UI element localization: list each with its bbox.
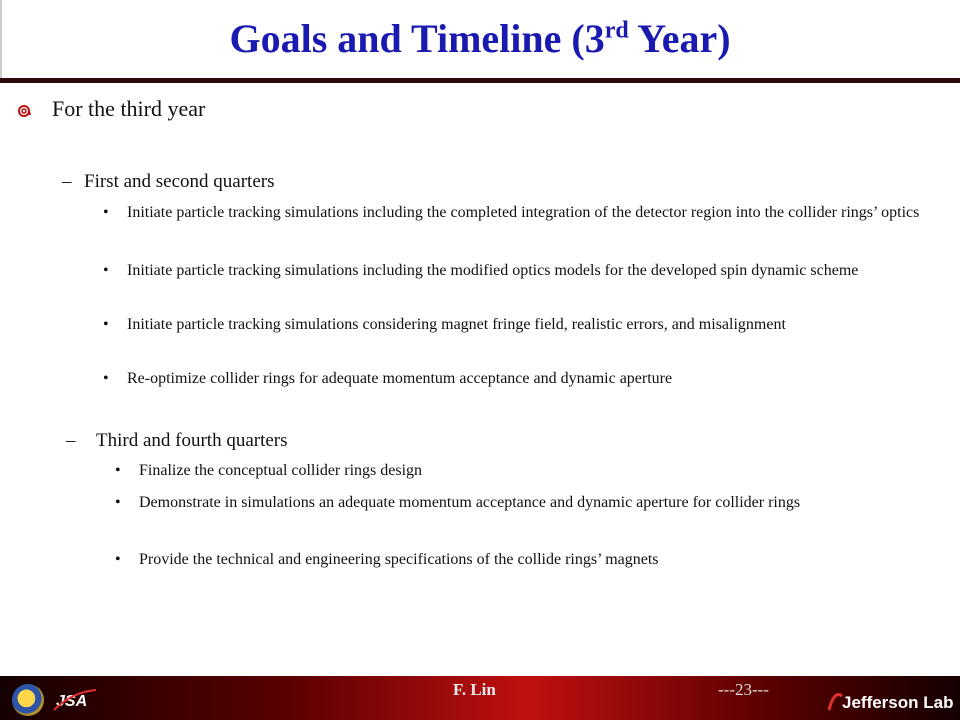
intro-text: For the third year: [52, 96, 206, 121]
title-main: Goals and Timeline (3: [229, 16, 605, 61]
list-item-text: Re-optimize collider rings for adequate momentum acceptance and dynamic aperture: [127, 370, 673, 387]
footer-author: F. Lin: [453, 680, 496, 699]
doe-seal-icon: [12, 684, 44, 716]
bullet-dot: •: [103, 262, 109, 279]
list-item: [103, 201, 937, 225]
bullet-dot: •: [115, 494, 121, 511]
title-superscript: rd: [604, 17, 629, 44]
jefferson-lab-logo: [826, 686, 954, 716]
jsa-logo: [52, 684, 98, 714]
bullet-dot: •: [115, 462, 121, 479]
swirl-bullet-icon: [17, 104, 31, 118]
bullet-dot: •: [103, 370, 109, 387]
header-rule: [0, 78, 960, 83]
title-end: Year): [628, 16, 731, 61]
section-heading-third-fourth: [66, 430, 288, 452]
bullet-dot: •: [103, 316, 109, 333]
svg-text:Jefferson Lab: Jefferson Lab: [842, 693, 954, 712]
svg-text:JSA: JSA: [56, 693, 88, 710]
list-item: [103, 259, 937, 283]
list-item-text: Initiate particle tracking simulations including the modified optics models for the developed spin dynamic scheme: [127, 262, 859, 279]
list-item-text: Demonstrate in simulations an adequate momentum acceptance and dynamic aperture for collider rings: [139, 494, 801, 511]
list-item: [115, 548, 949, 572]
footer-page-number: ---23---: [718, 680, 769, 699]
section-heading-text: Third and fourth quarters: [96, 430, 288, 451]
list-item: [103, 313, 937, 337]
bullet-dot: •: [115, 551, 121, 568]
list-item-text: Provide the technical and engineering specifications of the collide rings’ magnets: [139, 551, 659, 568]
list-item-text: Finalize the conceptual collider rings design: [139, 462, 423, 479]
list-item-text: Initiate particle tracking simulations including the completed integration of the detector region into the collider rings’ optics: [127, 204, 920, 221]
list-item: [103, 367, 937, 391]
section-heading-first-second: [62, 171, 274, 193]
list-item-text: Initiate particle tracking simulations considering magnet fringe field, realistic errors, and misalignment: [127, 316, 786, 333]
dash-marker: –: [66, 430, 76, 451]
bullet-dot: •: [103, 204, 109, 221]
list-item: [115, 459, 949, 483]
dash-marker: –: [62, 171, 72, 192]
slide-title: [0, 14, 960, 64]
list-item: [115, 491, 919, 515]
section-heading-text: First and second quarters: [84, 171, 275, 192]
